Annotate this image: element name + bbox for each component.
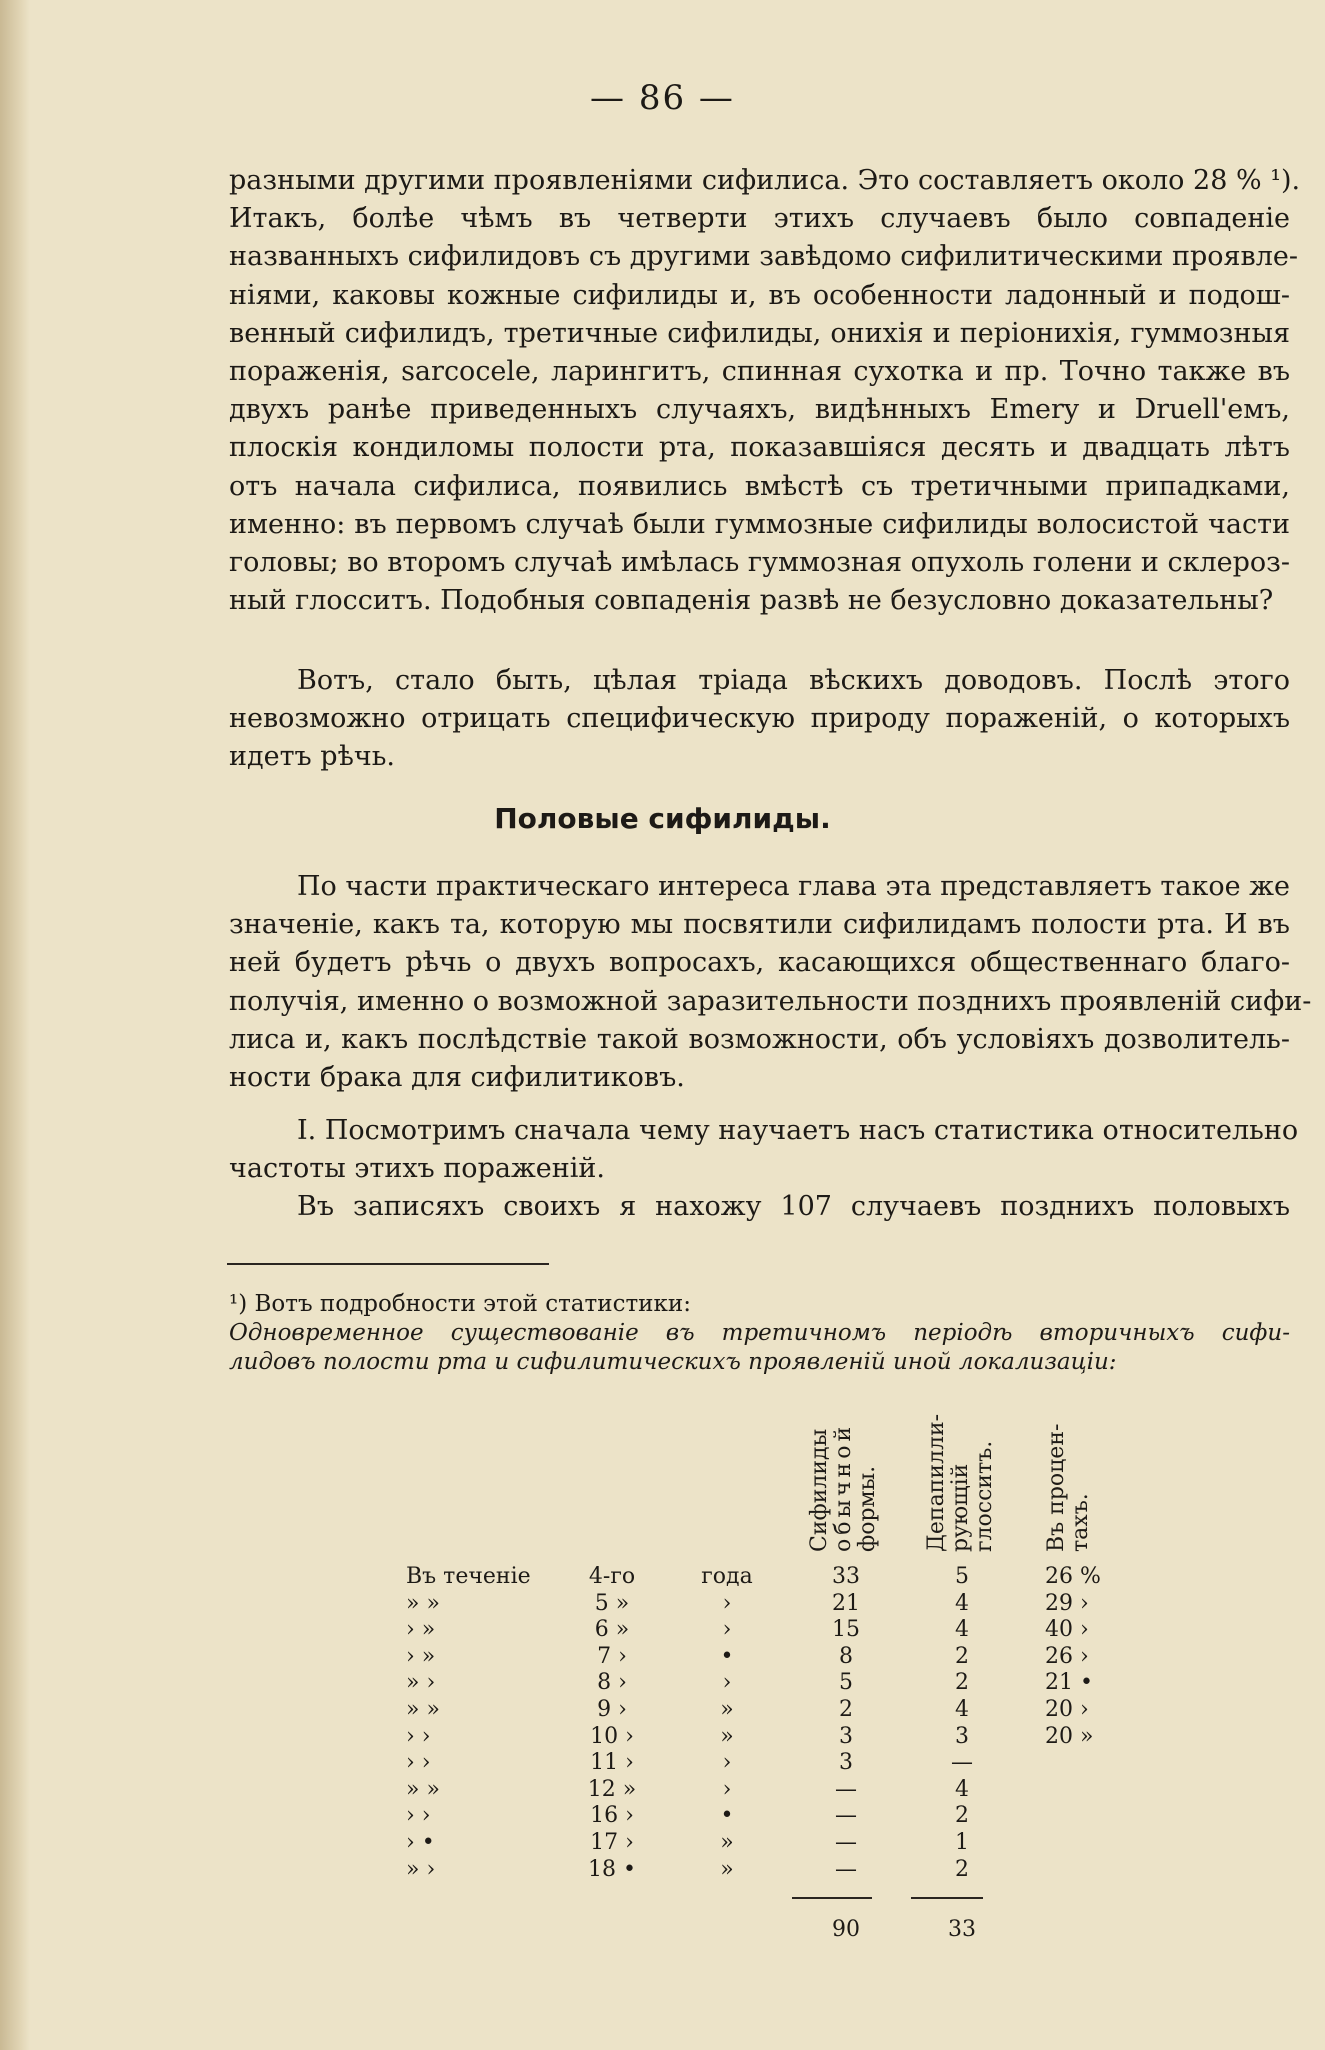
table-cell-name: » » xyxy=(406,1697,440,1722)
table-cell-ga: › xyxy=(722,1590,732,1616)
table-cell-year: 7 › xyxy=(597,1643,627,1669)
table-cell-name: › › xyxy=(406,1723,431,1749)
text-line: лиса и, какъ послѣдствіе такой возможности, объ условіяхъ дозволитель- xyxy=(229,1023,1290,1055)
table-cell-year: 10 › xyxy=(590,1723,634,1749)
text-line: отъ начала сифилиса, появились вмѣстѣ съ третичными припадками, xyxy=(229,470,1290,502)
column-header: Сифилиды xyxy=(807,1428,832,1552)
column-header: Депапилли- xyxy=(924,1413,949,1552)
page-number: — 86 — xyxy=(590,78,735,118)
footnote-line-1: ¹) Вотъ подробности этой статистики: xyxy=(229,1291,691,1317)
table-cell-name: » » xyxy=(406,1590,440,1616)
table-cell-n2: 2 xyxy=(955,1643,969,1669)
text-line: ней будетъ рѣчь о двухъ вопросахъ, касающихся общественнаго благо- xyxy=(229,947,1290,979)
text-line: именно: въ первомъ случаѣ были гуммозные сифилиды волосистой части xyxy=(229,508,1290,540)
table-cell-n1: 2 xyxy=(839,1697,853,1722)
section-heading: Половые сифилиды. xyxy=(494,802,831,835)
table-cell-year: 5 » xyxy=(594,1590,630,1616)
column-header: Въ процен- xyxy=(1044,1423,1069,1552)
text-line: Вотъ, стало быть, цѣлая тріада вѣскихъ доводовъ. Послѣ этого xyxy=(297,665,1290,696)
table-cell-year: 9 › xyxy=(597,1697,627,1722)
table-cell-n2: 3 xyxy=(955,1723,969,1749)
page-edge-shadow xyxy=(0,0,30,2050)
text-line: разными другими проявленіями сифилиса. Это составляетъ около 28 % ¹). xyxy=(229,165,1301,196)
table-cell-ga: года xyxy=(701,1564,753,1589)
table-cell-n1: 5 xyxy=(839,1670,853,1696)
table-cell-name: › › xyxy=(406,1803,431,1829)
sum-rule xyxy=(792,1897,872,1899)
table-cell-n1: — xyxy=(835,1830,857,1855)
text-line: двухъ ранѣе приведенныхъ случаяхъ, видѣнныхъ Emery и Druell'емъ, xyxy=(229,394,1290,426)
table-cell-year: 17 › xyxy=(590,1830,634,1855)
table-cell-ga: » xyxy=(720,1830,734,1855)
table-cell-n1: — xyxy=(835,1856,857,1882)
text-line: невозможно отрицать специфическую природу пораженій, о которыхъ xyxy=(229,703,1290,735)
footnote-separator xyxy=(227,1263,549,1265)
text-line: значеніе, какъ та, которую мы посвятили сифилидамъ полости рта. И въ xyxy=(229,909,1290,941)
table-cell-name: › › xyxy=(406,1750,431,1776)
text-line: ніями, каковы кожные сифилиды и, въ особенности ладонный и подош- xyxy=(229,279,1290,311)
text-line: головы; во второмъ случаѣ имѣлась гуммозная опухоль голени и склероз- xyxy=(229,547,1290,578)
table-cell-n2: 2 xyxy=(955,1670,969,1696)
table-cell-name: » › xyxy=(406,1670,436,1696)
text-line: ности брака для сифилитиковъ. xyxy=(229,1062,685,1093)
table-cell-name: › • xyxy=(406,1830,435,1855)
table-cell-n2: 4 xyxy=(955,1697,969,1722)
table-cell-ga: › xyxy=(722,1670,732,1696)
table-cell-n3: 26 › xyxy=(1045,1643,1089,1669)
table-cell-n2: 2 xyxy=(955,1803,969,1829)
sum-rule xyxy=(911,1897,983,1899)
table-cell-ga: › xyxy=(722,1617,732,1643)
text-line: По части практическаго интереса глава эта представляетъ такое же xyxy=(297,871,1290,902)
table-cell-n2: 1 xyxy=(955,1830,969,1855)
table-cell-n3: 21 • xyxy=(1045,1670,1093,1696)
table-cell-n1: 3 xyxy=(839,1750,853,1776)
table-cell-name: › » xyxy=(406,1617,436,1643)
table-cell-n1: 33 xyxy=(832,1564,860,1589)
table-cell-n2: 4 xyxy=(955,1776,969,1802)
column-header: формы. xyxy=(855,1465,880,1552)
table-cell-n2: 4 xyxy=(955,1617,969,1643)
table-cell-year: 6 » xyxy=(594,1617,630,1643)
table-cell-n2: — xyxy=(951,1750,973,1776)
table-cell-ga: » xyxy=(720,1723,734,1749)
footnote-line-2: Одновременное существованіе въ третичномъ періодѣ вторичныхъ сифи- xyxy=(229,1320,1290,1346)
text-line: названныхъ сифилидовъ съ другими завѣдомо сифилитическими проявле- xyxy=(229,241,1298,273)
table-cell-ga: » xyxy=(720,1697,734,1722)
table-cell-n1: — xyxy=(835,1803,857,1829)
text-line: I. Посмотримъ сначала чему научаетъ насъ статистика относительно xyxy=(297,1115,1299,1146)
table-cell-n3: 26 % xyxy=(1045,1564,1101,1589)
table-cell-ga: › xyxy=(722,1776,732,1802)
table-cell-name: » » xyxy=(406,1776,440,1802)
table-cell-name: » › xyxy=(406,1856,436,1882)
table-total-n2: 33 xyxy=(948,1917,976,1942)
table-cell-year: 12 » xyxy=(587,1776,637,1802)
table-cell-name: › » xyxy=(406,1643,436,1669)
table-cell-n1: 3 xyxy=(839,1723,853,1749)
text-line: Въ записяхъ своихъ я нахожу 107 случаевъ позднихъ половыхъ xyxy=(297,1191,1290,1222)
footnote-line-3: лидовъ полости рта и сифилитическихъ проявленій иной локализаціи: xyxy=(229,1349,1117,1375)
table-cell-ga: • xyxy=(720,1803,734,1829)
table-cell-year: 4-го xyxy=(588,1564,636,1589)
table-cell-year: 18 • xyxy=(588,1856,636,1882)
table-cell-n2: 5 xyxy=(955,1564,969,1589)
column-header: обычной xyxy=(831,1422,856,1552)
text-line: идетъ рѣчь. xyxy=(229,741,395,773)
table-cell-n2: 2 xyxy=(955,1856,969,1882)
table-cell-n1: 21 xyxy=(832,1590,860,1616)
text-line: Итакъ, болѣе чѣмъ въ четверти этихъ случаевъ было совпаденіе xyxy=(229,203,1290,235)
table-cell-year: 16 › xyxy=(590,1803,634,1829)
table-total-n1: 90 xyxy=(832,1917,860,1942)
table-cell-ga: » xyxy=(720,1856,734,1882)
text-line: пораженія, sarcocele, ларингитъ, спинная сухотка и пр. Точно также въ xyxy=(229,356,1290,387)
table-cell-name: Въ теченіе xyxy=(406,1564,531,1589)
column-header: рующій xyxy=(948,1463,973,1552)
text-line: получія, именно о возможной заразительности позднихъ проявленій сифи- xyxy=(229,985,1312,1017)
table-cell-n3: 20 › xyxy=(1045,1697,1089,1722)
column-header: глосситъ. xyxy=(972,1440,997,1552)
table-cell-n1: 8 xyxy=(839,1643,853,1669)
text-line: венный сифилидъ, третичные сифилиды, онихія и періонихія, гуммозныя xyxy=(229,317,1290,349)
table-cell-n3: 29 › xyxy=(1045,1590,1089,1616)
table-cell-n3: 20 » xyxy=(1045,1723,1094,1749)
table-cell-year: 11 › xyxy=(590,1750,634,1776)
text-line: частоты этихъ пораженій. xyxy=(229,1153,605,1185)
table-cell-ga: • xyxy=(720,1643,734,1669)
table-cell-n2: 4 xyxy=(955,1590,969,1616)
table-cell-n1: 15 xyxy=(832,1617,860,1643)
text-line: ный глосситъ. Подобныя совпаденія развѣ не безусловно доказательны? xyxy=(229,585,1274,617)
table-cell-year: 8 › xyxy=(597,1670,627,1696)
text-line: плоскія кондиломы полости рта, показавшіяся десять и двадцать лѣтъ xyxy=(229,432,1290,464)
table-cell-n1: — xyxy=(835,1776,857,1802)
table-cell-n3: 40 › xyxy=(1045,1617,1089,1643)
table-cell-ga: › xyxy=(722,1750,732,1776)
column-header: тахъ. xyxy=(1068,1493,1093,1552)
